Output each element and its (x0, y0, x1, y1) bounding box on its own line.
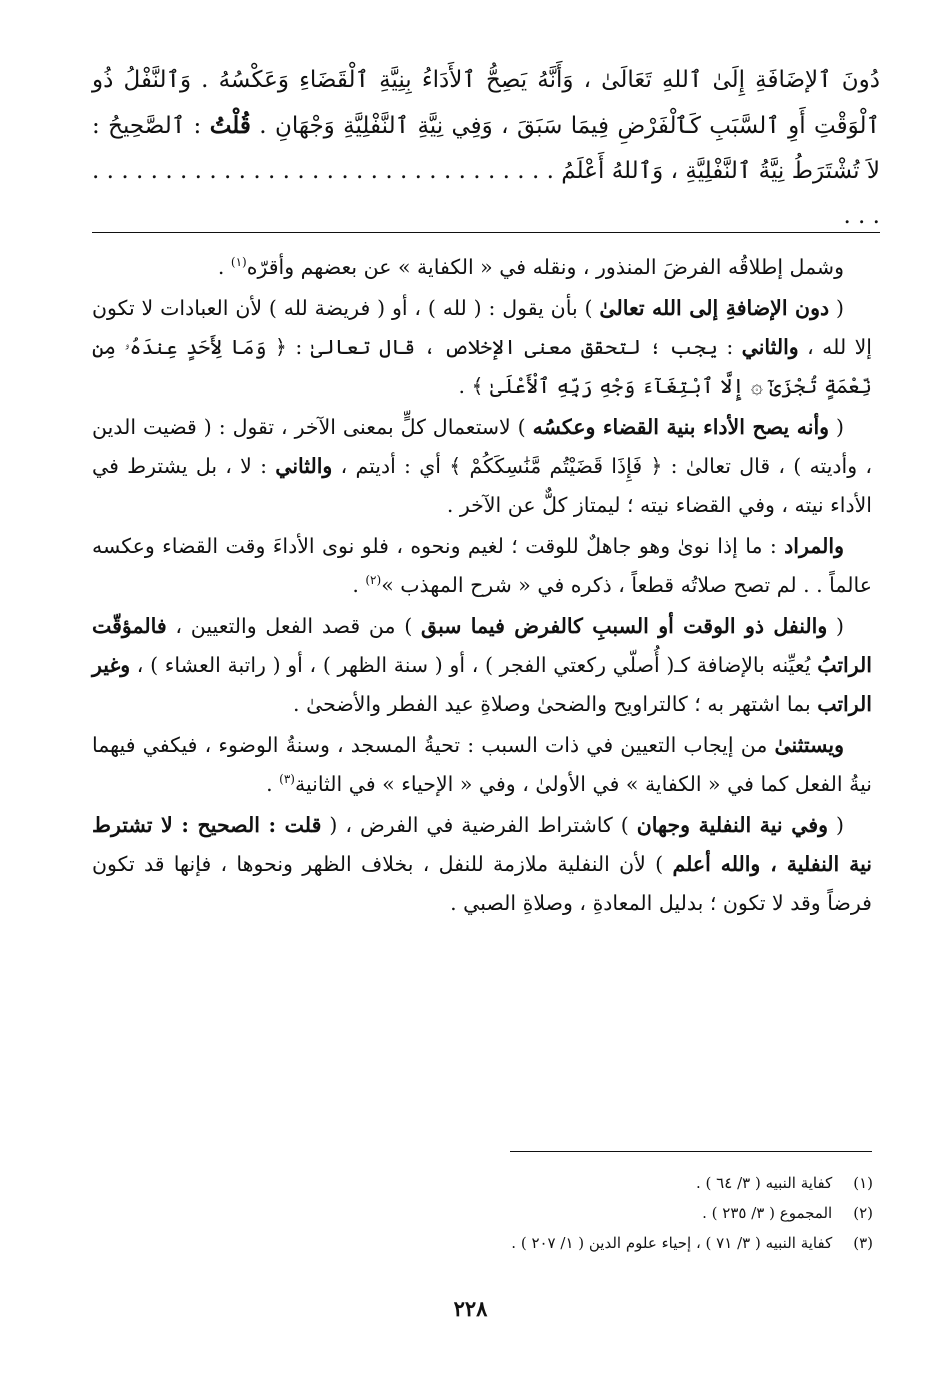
sharh-paragraph-3: ( وأنه يصح الأداء بنية القضاء وعكسُه ) لاستعمال كلٍّ بمعنى الآخر ، تقول : ( قضيت الدين ، وأديته ) ، قال تعالىٰ : ﴿ فَإِذَا قَضَيْتُم مَّنَٰسِكَكُمْ ﴾ أي : أديتم ، والثاني : لا ، بل يشترط في الأداء نيته ، وفي القضاء نيته ؛ ليمتاز كلٌّ عن الآخر . (92, 415, 872, 517)
footnote-ref-2[interactable]: (٢) (365, 573, 382, 588)
sharh-paragraph-7: ( وفي نية النفلية وجهان ) كاشتراط الفرضية في الفرض ، ( قلت : الصحيح : لا تشترط نية النفلية ، والله أعلم ) لأن النفلية ملازمة للنفل ، بخلاف الظهر ونحوها ، فإنها قد تكون فرضاً وقد لا تكون ؛ بدليل المعادةِ ، وصلاةِ الصبي . (92, 813, 873, 915)
matn-qultu: قُلْتُ (209, 112, 251, 139)
matn-separator-rule (92, 232, 880, 233)
matn-line-1: دُونَ ٱلإضَافَةِ إِلَىٰ ٱللهِ تَعَالَىٰ ، وَأَنَّهُ يَصِحُّ ٱلأَدَاءُ بِنِيَّةِ ٱلْقَضَاءِ وَعَكْسُهُ . وَٱلنَّفْلُ ذُو ٱلْوَقْتِ (92, 67, 880, 139)
sharh-paragraph-4: والمراد : ما إذا نوىٰ وهو جاهلٌ للوقت ؛ لغيم ونحوه ، فلو نوى الأداءَ وقت القضاء وعكسه عالماً . . لم تصح صلاتُه قطعاً ، ذكره في « شرح المهذب »$^{(٢)}$ . (92, 534, 872, 597)
matn-line-3: نِيَّةُ ٱلنَّفْلِيَّةِ ، وَٱللهُ أَعْلَمُ . (546, 158, 785, 184)
footnote-2: (٢) المجموع ( ٣/ ٢٣٥ ) . (702, 1204, 873, 1222)
sharh-paragraph-1: وشمل إطلاقُه الفرضَ المنذور ، ونقله في « الكفاية » عن بعضهم وأقرّه$^{(١)}$ . (217, 255, 844, 279)
sharh-text (92, 248, 872, 925)
footnotes (113, 1168, 873, 1258)
sharh-paragraph-5: ( والنفل ذو الوقت أو السببِ كالفرض فيما سبق ) من قصد الفعل والتعيين ، فالمؤقّت الراتبُ يُعيِّنه بالإضافة كـ( أُصلّي ركعتي الفجر ) ، أو ( سنة الظهر ) ، أو ( راتبة العشاء ) ، وغير الراتب بما اشتهر به ؛ كالتراويح والضحىٰ وصلاةِ عيد الفطر والأضحىٰ . (92, 614, 872, 716)
page-number: ٢٢٨ (453, 1296, 488, 1321)
matn-text (92, 58, 880, 239)
sharh-paragraph-6: ويستثنىٰ من إيجاب التعيين في ذات السبب : تحيةُ المسجد ، وسنةُ الوضوء ، فيكفي فيهما نيةُ الفعل كما في « الكفاية » في الأولىٰ ، وفي « الإحياء » في الثانية$^{(٣)}$ . (92, 733, 872, 796)
matn-line-2b: : ٱلصَّحِيحُ : لاَ تُشْتَرَطُ (92, 113, 880, 184)
footnote-ref-1[interactable]: (١) (230, 255, 247, 270)
footnote-1: (١) كفاية النبيه ( ٣/ ٦٤ ) . (696, 1174, 873, 1192)
footnote-3: (٣) كفاية النبيه ( ٣/ ٧١ ) ، إحياء علوم الدين ( ١/ ٢٠٧ ) . (511, 1234, 873, 1252)
matn-dots: . . . . . . . . . . . . . . . . . . . . . . . . . . . . . . . . . . (92, 158, 880, 229)
footnote-separator-rule (510, 1151, 872, 1152)
matn-line-2a: أَوِ ٱلسَّبَبِ كَٱلْفَرْضِ فِيمَا سَبَقَ ، وَفِي نِيَّةِ ٱلنَّفْلِيَّةِ وَجْهَانِ . (259, 113, 806, 139)
footnote-ref-3[interactable]: (٣) (279, 772, 295, 787)
sharh-paragraph-2: ( دون الإضافةِ إلى الله تعالىٰ ) بأن يقول : ( لله ) ، أو ( فريضة لله ) لأن العبادات لا تكون إلا لله ، والثاني : يجب ؛ لتحقق معنى الإخلاص ، قال تعالىٰ : ﴿ وَمَا لِأَحَدٍ عِندَهُۥ مِن نِّعْمَةٍ تُجْزَىٰٓ ۞ إِلَّا ٱبْتِغَآءَ وَجْهِ رَبِّهِ ٱلْأَعْلَىٰ ﴾ . (92, 296, 872, 398)
